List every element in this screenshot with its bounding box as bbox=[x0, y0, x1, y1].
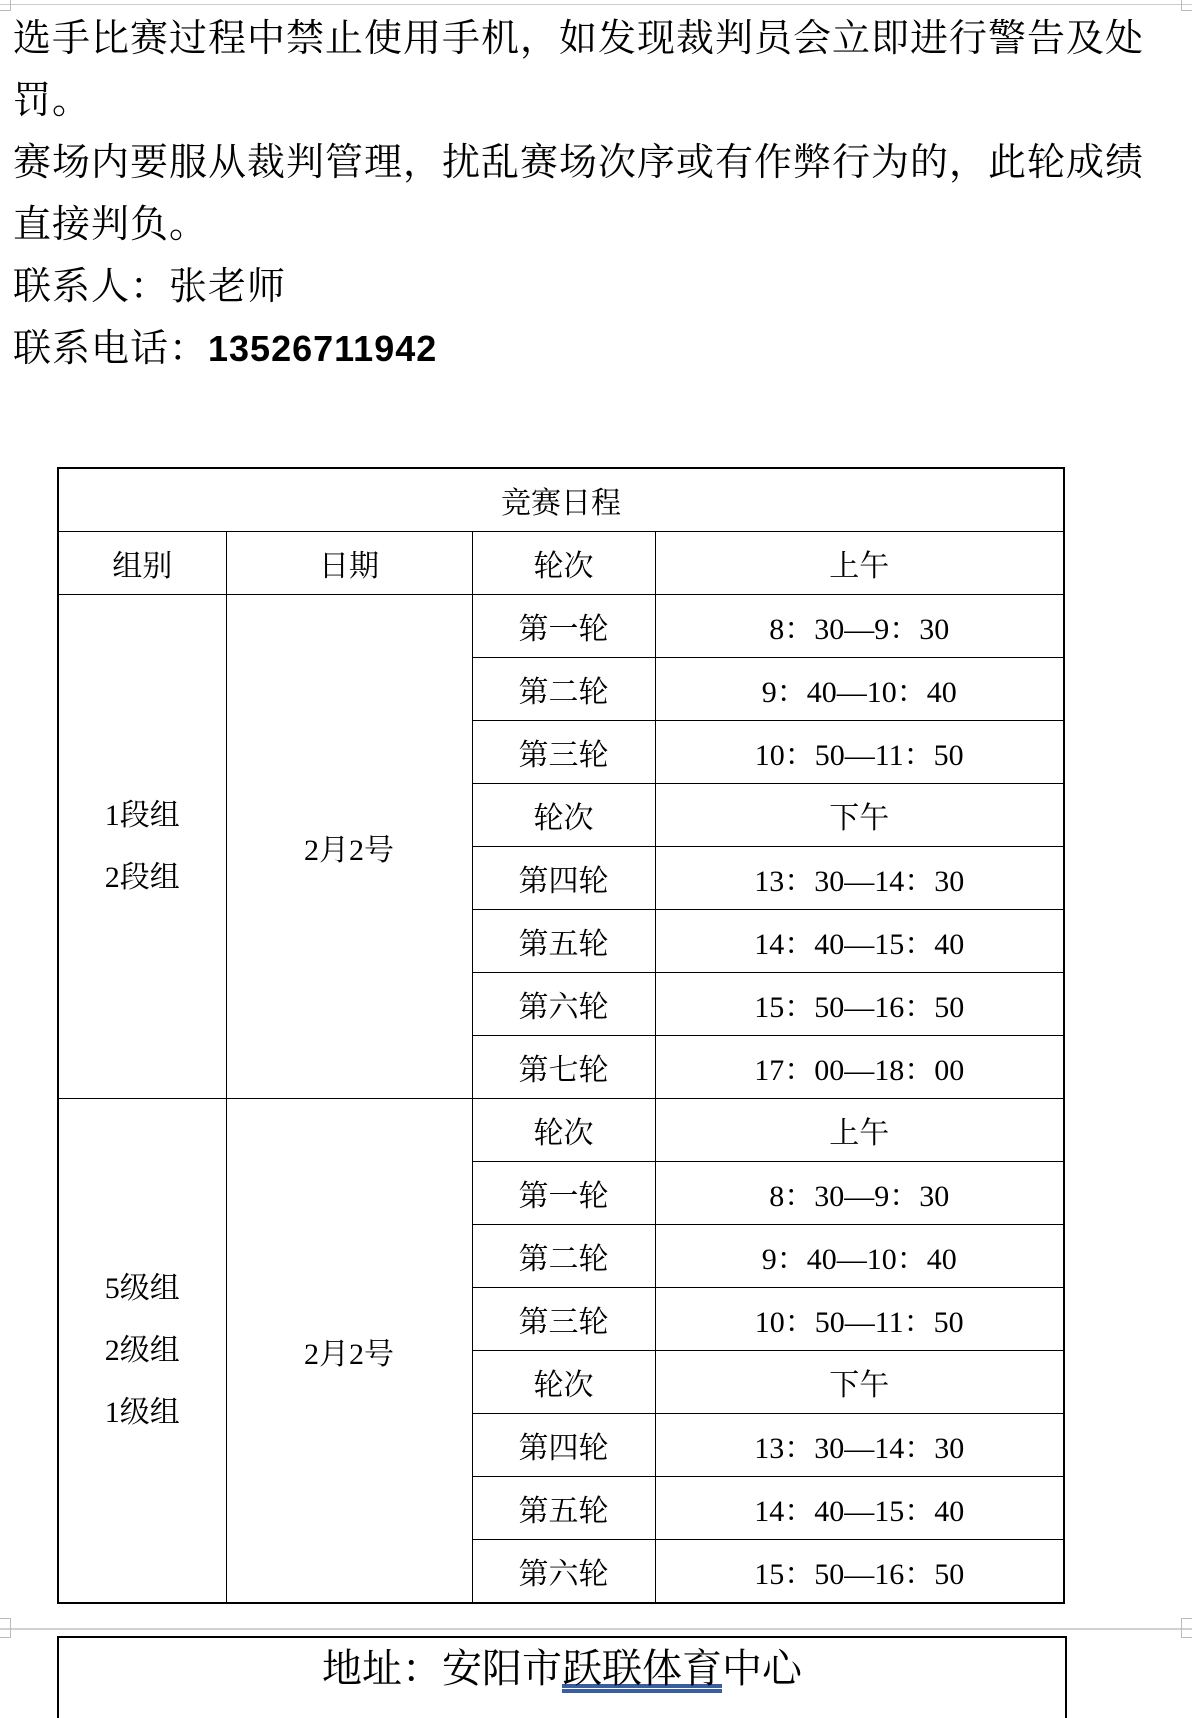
round-cell: 第一轮 bbox=[472, 1162, 655, 1225]
round-cell: 第五轮 bbox=[472, 1477, 655, 1540]
header-morning: 上午 bbox=[655, 532, 1064, 595]
time-cell: 15：50—16：50 bbox=[655, 973, 1064, 1036]
rule-paragraph: 赛场内要服从裁判管理，扰乱赛场次序或有作弊行为的，此轮成绩直接判负。 bbox=[13, 142, 1145, 246]
phone-number: 13526711942 bbox=[208, 328, 438, 369]
group-name: 5级组 bbox=[104, 1271, 180, 1305]
time-cell: 13：30—14：30 bbox=[655, 1414, 1064, 1477]
group-name: 1段组 bbox=[104, 798, 180, 832]
round-cell: 轮次 bbox=[472, 1351, 655, 1414]
page-corner-mark bbox=[1181, 0, 1192, 11]
time-cell: 14：40—15：40 bbox=[655, 1477, 1064, 1540]
table-title-row bbox=[58, 468, 1064, 532]
table-header-row bbox=[58, 532, 1064, 595]
table-row bbox=[58, 595, 1064, 658]
phone-label: 联系电话： bbox=[13, 328, 209, 370]
time-cell: 10：50—11：50 bbox=[655, 721, 1064, 784]
address-rest: 中心 bbox=[722, 1646, 802, 1691]
time-cell: 13：30—14：30 bbox=[655, 847, 1064, 910]
time-cell: 8：30—9：30 bbox=[655, 595, 1064, 658]
round-cell: 第六轮 bbox=[472, 973, 655, 1036]
round-cell: 第一轮 bbox=[472, 595, 655, 658]
round-cell: 第三轮 bbox=[472, 1288, 655, 1351]
group-name: 1级组 bbox=[104, 1395, 180, 1429]
round-cell: 第四轮 bbox=[472, 1414, 655, 1477]
address-box bbox=[57, 1636, 1067, 1718]
time-cell: 17：00—18：00 bbox=[655, 1036, 1064, 1099]
round-cell: 第五轮 bbox=[472, 910, 655, 973]
rule-paragraph: 选手比赛过程中禁止使用手机，如发现裁判员会立即进行警告及处罚。 bbox=[13, 18, 1145, 122]
header-group: 组别 bbox=[58, 532, 226, 595]
time-cell: 9：40—10：40 bbox=[655, 658, 1064, 721]
address-underlined-text: 跃联体育 bbox=[562, 1646, 722, 1691]
time-cell: 10：50—11：50 bbox=[655, 1288, 1064, 1351]
round-cell: 第四轮 bbox=[472, 847, 655, 910]
round-cell: 第三轮 bbox=[472, 721, 655, 784]
page-break-line bbox=[0, 1628, 1192, 1630]
group-names-cell bbox=[58, 595, 226, 1099]
group-date: 2月2号 bbox=[226, 1099, 472, 1604]
page-corner-mark bbox=[0, 1618, 11, 1638]
round-cell: 轮次 bbox=[472, 1099, 655, 1162]
round-cell: 轮次 bbox=[472, 784, 655, 847]
schedule-table bbox=[57, 467, 1065, 1604]
time-cell: 下午 bbox=[655, 1351, 1064, 1414]
group-name: 2段组 bbox=[104, 860, 180, 894]
header-round: 轮次 bbox=[472, 532, 655, 595]
time-cell: 8：30—9：30 bbox=[655, 1162, 1064, 1225]
address-label: 地址：安阳市 bbox=[322, 1646, 562, 1691]
contact-label: 联系人： bbox=[13, 266, 170, 308]
round-cell: 第七轮 bbox=[472, 1036, 655, 1099]
page-top-margin-line bbox=[0, 4, 1192, 5]
round-cell: 第六轮 bbox=[472, 1540, 655, 1604]
time-cell: 9：40—10：40 bbox=[655, 1225, 1064, 1288]
time-cell: 14：40—15：40 bbox=[655, 910, 1064, 973]
document-body bbox=[13, 8, 1182, 380]
time-cell: 上午 bbox=[655, 1099, 1064, 1162]
group-date: 2月2号 bbox=[226, 595, 472, 1099]
group-name: 2级组 bbox=[104, 1333, 180, 1367]
phone-line bbox=[13, 318, 1182, 380]
time-cell: 15：50—16：50 bbox=[655, 1540, 1064, 1604]
round-cell: 第二轮 bbox=[472, 658, 655, 721]
group-names-cell bbox=[58, 1099, 226, 1604]
page-corner-mark bbox=[0, 0, 11, 11]
header-date: 日期 bbox=[226, 532, 472, 595]
table-row bbox=[58, 1099, 1064, 1162]
table-title: 竞赛日程 bbox=[58, 468, 1064, 532]
time-cell: 下午 bbox=[655, 784, 1064, 847]
contact-name: 张老师 bbox=[169, 266, 287, 308]
round-cell: 第二轮 bbox=[472, 1225, 655, 1288]
page-corner-mark bbox=[1181, 1618, 1192, 1638]
contact-line bbox=[13, 256, 1182, 318]
